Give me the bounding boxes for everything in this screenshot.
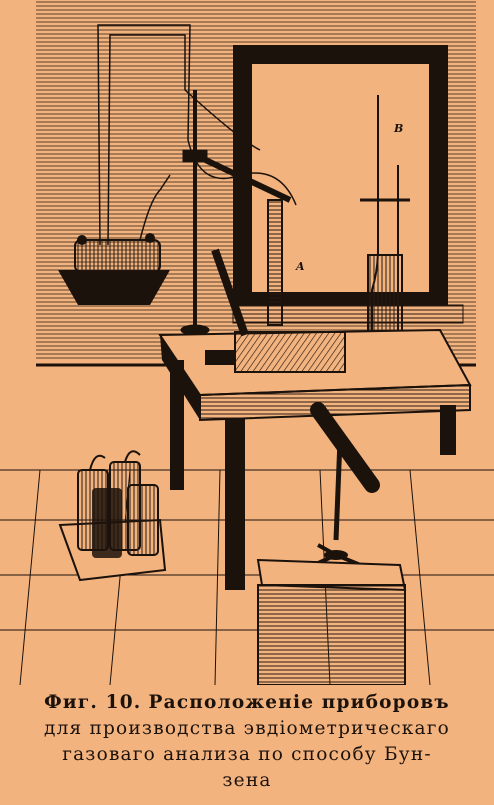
telescope: [285, 410, 385, 578]
caption-line-3: газоваго анализа по способу Бун-: [62, 744, 432, 765]
battery-cells: [60, 451, 165, 580]
caption-line-4: зена: [222, 770, 272, 791]
figure-caption: [0, 690, 494, 802]
floor: [0, 470, 494, 685]
coil-shelf: [58, 233, 170, 305]
label-a: A: [296, 260, 305, 273]
label-b: B: [394, 122, 404, 135]
figure-number: Фиг. 10.: [44, 692, 142, 713]
caption-line-1: [0, 690, 494, 716]
pedestal-box: [258, 560, 405, 685]
caption-title: Расположеніе приборовъ: [148, 692, 450, 713]
caption-line-2: для производства эвдіометрическаго: [43, 718, 451, 739]
